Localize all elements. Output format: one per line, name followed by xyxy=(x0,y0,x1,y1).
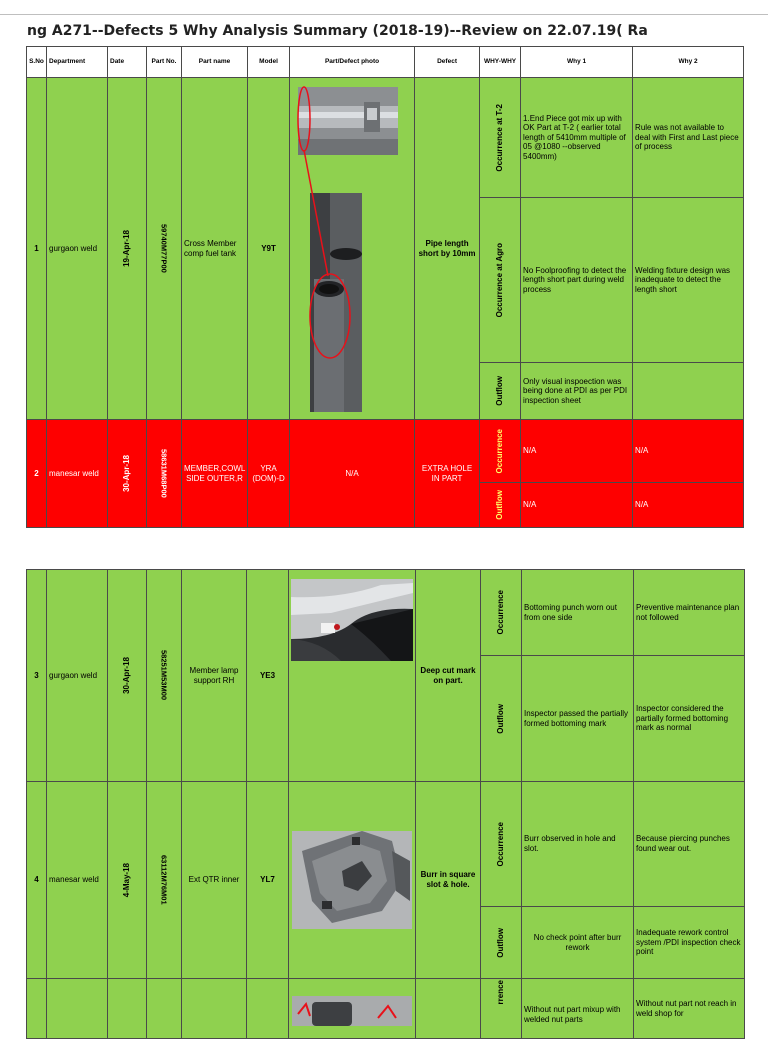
cell-defect xyxy=(416,979,481,1039)
cell-date xyxy=(108,420,147,528)
cell-why-type xyxy=(480,198,521,363)
cell-why1: Without nut part mixup with welded nut parts xyxy=(522,979,634,1039)
part-no-text: 63112M76M01 xyxy=(159,855,169,905)
cell-why1: Only visual inspoection was being done at PDI as per PDI inspection sheet xyxy=(521,363,633,420)
cell-part-no xyxy=(147,570,182,782)
nut-part-photo xyxy=(292,996,412,1026)
cell-why2: Without nut part not reach in weld shop for xyxy=(634,979,745,1039)
cell-part-name: MEMBER,COWL SIDE OUTER,R xyxy=(182,420,248,528)
header-model: Model xyxy=(248,47,290,78)
cell-defect: EXTRA HOLE IN PART xyxy=(415,420,480,528)
table-row xyxy=(27,979,745,1039)
cell-date xyxy=(108,78,147,420)
cell-part-no xyxy=(147,78,182,420)
date-text: 30-Apr-18 xyxy=(122,657,132,694)
date-text: 30-Apr-18 xyxy=(122,455,132,492)
lamp-support-photo xyxy=(291,579,413,661)
why-type-text: Outflow xyxy=(496,703,506,734)
cell-department: gurgaon weld xyxy=(47,78,108,420)
header-why2: Why 2 xyxy=(633,47,744,78)
cell-photo xyxy=(289,782,416,979)
date-text: 4-May-18 xyxy=(122,862,132,898)
cell-photo: N/A xyxy=(290,420,415,528)
cell-model: YE3 xyxy=(247,570,289,782)
part-no-text: 59740M77P00 xyxy=(159,224,169,273)
sheet-title: ng A271--Defects 5 Why Analysis Summary (2018-19)--Review on 22.07.19( Ra xyxy=(0,14,768,47)
why-type-text: Occurrence xyxy=(495,428,505,474)
cell-part-name: Cross Member comp fuel tank xyxy=(182,78,248,420)
why-type-text: Occurrence at Agro xyxy=(495,242,505,318)
cell-why-type xyxy=(480,483,521,528)
cell-sno: 2 xyxy=(27,420,47,528)
cell-why2: Rule was not available to deal with First and Last piece of process xyxy=(633,78,744,198)
cell-sno: 4 xyxy=(27,782,47,979)
cell-why2 xyxy=(633,363,744,420)
header-sno: S.No xyxy=(27,47,47,78)
cell-sno: 1 xyxy=(27,78,47,420)
cell-sno: 3 xyxy=(27,570,47,782)
cell-photo xyxy=(290,78,415,420)
cell-department: manesar weld xyxy=(47,420,108,528)
cell-model xyxy=(247,979,289,1039)
header-part-no: Part No. xyxy=(147,47,182,78)
cell-defect: Pipe length short by 10mm xyxy=(415,78,480,420)
cell-why2: Inspector considered the partially formed bottoming mark as normal xyxy=(634,656,745,782)
table-row xyxy=(27,78,744,198)
why-type-text: Outflow xyxy=(496,927,506,958)
header-defect: Defect xyxy=(415,47,480,78)
cell-model: YL7 xyxy=(247,782,289,979)
cell-why1: Burr observed in hole and slot. xyxy=(522,782,634,907)
cell-why2: Because piercing punches found wear out. xyxy=(634,782,745,907)
header-why1: Why 1 xyxy=(521,47,633,78)
cell-why2: Preventive maintenance plan not followed xyxy=(634,570,745,656)
cell-why2: N/A xyxy=(633,420,744,483)
cell-why-type xyxy=(481,907,522,979)
cell-why1: N/A xyxy=(521,483,633,528)
cell-why1: 1.End Piece got mix up with OK Part at T-2 ( earlier total length of 5410mm multiple of 05 @1080 --observed 5400mm) xyxy=(521,78,633,198)
cell-defect: Deep cut mark on part. xyxy=(416,570,481,782)
cell-why-type xyxy=(481,979,522,1039)
table-header-row xyxy=(27,47,744,78)
defects-table-1 xyxy=(26,46,744,528)
pipe-defect-photo xyxy=(292,84,412,414)
cell-department: gurgaon weld xyxy=(47,570,108,782)
cell-part-name: Member lamp support RH xyxy=(182,570,247,782)
cell-date xyxy=(108,782,147,979)
why-type-text: rrence xyxy=(496,980,506,1005)
cell-why1: No Foolproofing to detect the length short part during weld process xyxy=(521,198,633,363)
header-why-why: WHY-WHY xyxy=(480,47,521,78)
cell-model: Y9T xyxy=(248,78,290,420)
part-no-text: 58631M68P00 xyxy=(159,449,169,498)
cell-part-no xyxy=(147,420,182,528)
cell-part-name xyxy=(182,979,247,1039)
date-text: 19-Apr-18 xyxy=(122,230,132,267)
cell-department: manesar weld xyxy=(47,782,108,979)
cell-why2: Welding fixture design was inadequate to detect the length short xyxy=(633,198,744,363)
cell-why1: Bottoming punch worn out from one side xyxy=(522,570,634,656)
cell-why2: N/A xyxy=(633,483,744,528)
cell-why-type xyxy=(481,782,522,907)
cell-date xyxy=(108,570,147,782)
cell-photo xyxy=(289,570,416,782)
why-type-text: Occurrence xyxy=(496,590,506,635)
cell-part-no xyxy=(147,979,182,1039)
cell-why-type xyxy=(480,78,521,198)
qtr-inner-photo xyxy=(292,831,412,929)
cell-part-no xyxy=(147,782,182,979)
cell-sno xyxy=(27,979,47,1039)
cell-model: YRA (DOM)-D xyxy=(248,420,290,528)
header-part-name: Part name xyxy=(182,47,248,78)
cell-photo xyxy=(289,979,416,1039)
why-type-text: Outflow xyxy=(495,490,505,520)
cell-department xyxy=(47,979,108,1039)
why-type-text: Outflow xyxy=(495,376,505,406)
cell-why-type xyxy=(480,363,521,420)
table-row xyxy=(27,420,744,483)
part-no-text: 58251M53M00 xyxy=(159,650,169,701)
header-department: Department xyxy=(47,47,108,78)
cell-why2: Inadequate rework control system /PDI inspection check point xyxy=(634,907,745,979)
cell-why-type xyxy=(481,570,522,656)
cell-why1: No check point after burr rework xyxy=(522,907,634,979)
cell-defect: Burr in square slot & hole. xyxy=(416,782,481,979)
cell-why1: Inspector passed the partially formed bottoming mark xyxy=(522,656,634,782)
why-type-text: Occurrence xyxy=(496,821,506,867)
cell-why-type xyxy=(480,420,521,483)
cell-date xyxy=(108,979,147,1039)
why-type-text: Occurrence at T-2 xyxy=(495,103,505,172)
header-date: Date xyxy=(108,47,147,78)
cell-why-type xyxy=(481,656,522,782)
cell-why1: N/A xyxy=(521,420,633,483)
table-row xyxy=(27,570,745,656)
cell-part-name: Ext QTR inner xyxy=(182,782,247,979)
table-row xyxy=(27,782,745,907)
header-photo: Part/Defect photo xyxy=(290,47,415,78)
defects-table-2 xyxy=(26,569,745,1039)
